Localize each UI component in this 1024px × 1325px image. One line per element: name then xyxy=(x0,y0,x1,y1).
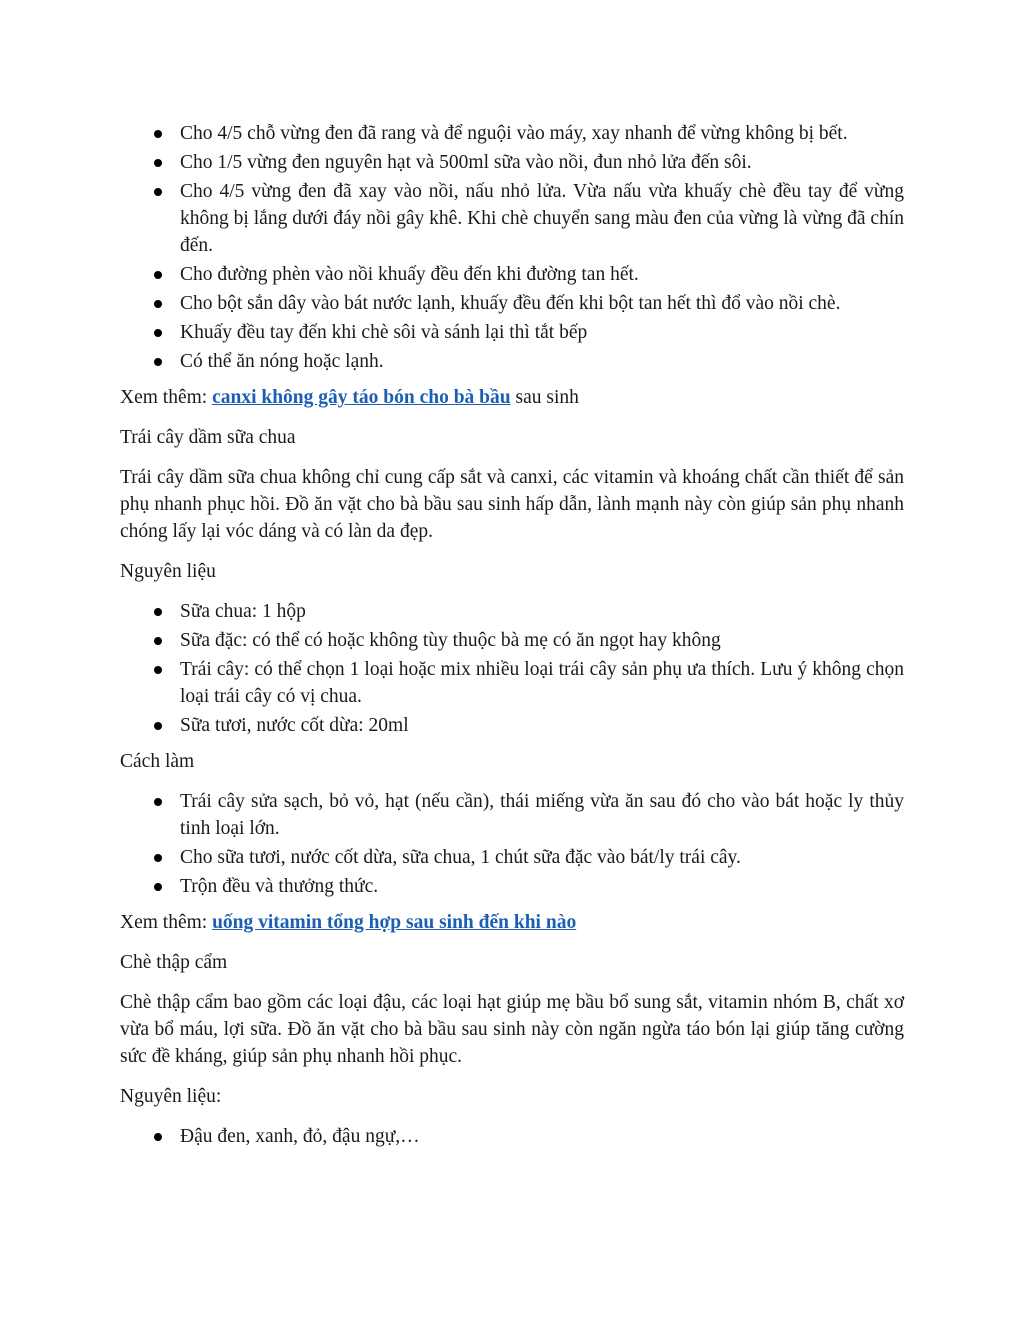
list-item-text: Cho đường phèn vào nồi khuấy đều đến khi đường tan hết. xyxy=(180,264,639,285)
method-label: Cách làm xyxy=(120,751,195,772)
bullet-icon xyxy=(154,722,162,730)
method-list xyxy=(120,788,904,900)
document-page xyxy=(120,120,904,1159)
see-more-suffix: sau sinh xyxy=(510,387,579,408)
section-heading-fruit: Trái cây dầm sữa chua xyxy=(120,427,296,448)
list-item-text: Cho bột sắn dây vào bát nước lạnh, khuấy đều đến khi bột tan hết thì đổ vào nồi chè. xyxy=(180,293,841,314)
list-item-text: Sữa chua: 1 hộp xyxy=(180,601,306,622)
list-item-text: Trái cây: có thể chọn 1 loại hoặc mix nhiều loại trái cây sản phụ ưa thích. Lưu ý không chọn loại trái cây có vị chua. xyxy=(180,659,904,707)
see-more-prefix: Xem thêm: xyxy=(120,387,213,408)
list-item xyxy=(120,149,904,176)
list-item-text: Sữa đặc: có thể có hoặc không tùy thuộc bà mẹ có ăn ngọt hay không xyxy=(180,630,721,651)
list-item-text: Trái cây sửa sạch, bỏ vỏ, hạt (nếu cần), thái miếng vừa ăn sau đó cho vào bát hoặc ly thủy tinh loại lớn. xyxy=(180,791,904,839)
bullet-icon xyxy=(154,854,162,862)
list-item xyxy=(120,873,904,900)
list-item xyxy=(120,844,904,871)
list-item-text: Có thể ăn nóng hoặc lạnh. xyxy=(180,351,384,372)
list-item-text: Cho 1/5 vừng đen nguyên hạt và 500ml sữa vào nồi, đun nhỏ lửa đến sôi. xyxy=(180,152,752,173)
list-item xyxy=(120,178,904,259)
bullet-icon xyxy=(154,329,162,337)
list-item xyxy=(120,598,904,625)
bullet-icon xyxy=(154,130,162,138)
list-item-text: Khuấy đều tay đến khi chè sôi và sánh lại thì tắt bếp xyxy=(180,322,588,343)
list-item-text: Đậu đen, xanh, đỏ, đậu ngự,… xyxy=(180,1126,420,1147)
che-ingredients-label: Nguyên liệu: xyxy=(120,1086,222,1107)
list-item-text: Sữa tươi, nước cốt dừa: 20ml xyxy=(180,715,409,736)
list-item xyxy=(120,656,904,710)
list-item xyxy=(120,788,904,842)
see-more-link-calcium[interactable]: canxi không gây táo bón cho bà bầu xyxy=(212,387,511,408)
list-item-text: Trộn đều và thưởng thức. xyxy=(180,876,379,897)
list-item xyxy=(120,319,904,346)
che-ingredients-list xyxy=(120,1123,904,1150)
list-item xyxy=(120,712,904,739)
section-heading-che: Chè thập cẩm xyxy=(120,952,228,973)
bullet-icon xyxy=(154,271,162,279)
bullet-icon xyxy=(154,798,162,806)
bullet-icon xyxy=(154,608,162,616)
bullet-icon xyxy=(154,666,162,674)
list-item-text: Cho 4/5 chỗ vừng đen đã rang và để nguội vào máy, xay nhanh để vừng không bị bết. xyxy=(180,123,848,144)
bullet-icon xyxy=(154,1133,162,1141)
list-item xyxy=(120,1123,904,1150)
bullet-icon xyxy=(154,883,162,891)
bullet-icon xyxy=(154,358,162,366)
che-intro-paragraph: Chè thập cẩm bao gồm các loại đậu, các loại hạt giúp mẹ bầu bổ sung sắt, vitamin nhóm B, chất xơ vừa bổ máu, lợi sữa. Đồ ăn vặt cho bà bầu sau sinh này còn ngăn ngừa táo bón lại giúp tăng cường sức đề kháng, giúp sản phụ nhanh hồi phục. xyxy=(120,992,904,1067)
ingredients-label: Nguyên liệu xyxy=(120,561,216,582)
bullet-icon xyxy=(154,159,162,167)
list-item xyxy=(120,290,904,317)
recipe-steps-list xyxy=(120,120,904,375)
bullet-icon xyxy=(154,300,162,308)
bullet-icon xyxy=(154,637,162,645)
see-more-paragraph xyxy=(120,384,904,411)
fruit-intro-paragraph: Trái cây dầm sữa chua không chỉ cung cấp sắt và canxi, các vitamin và khoáng chất cần thiết để sản phụ nhanh phục hồi. Đồ ăn vặt cho bà bầu sau sinh hấp dẫn, lành mạnh này còn giúp sản phụ nhanh chóng lấy lại vóc dáng và có làn da đẹp. xyxy=(120,467,904,542)
list-item-text: Cho 4/5 vừng đen đã xay vào nồi, nấu nhỏ lửa. Vừa nấu vừa khuấy chè đều tay để vừng không bị lắng dưới đáy nồi gây khê. Khi chè chuyển sang màu đen của vừng là vừng đã chín đến. xyxy=(180,181,904,256)
ingredients-list xyxy=(120,598,904,739)
list-item xyxy=(120,120,904,147)
list-item xyxy=(120,627,904,654)
list-item xyxy=(120,348,904,375)
list-item xyxy=(120,261,904,288)
bullet-icon xyxy=(154,188,162,196)
see-more-prefix: Xem thêm: xyxy=(120,912,213,933)
see-more-paragraph xyxy=(120,909,904,936)
see-more-link-vitamin[interactable]: uống vitamin tổng hợp sau sinh đến khi nào xyxy=(212,912,577,933)
list-item-text: Cho sữa tươi, nước cốt dừa, sữa chua, 1 chút sữa đặc vào bát/ly trái cây. xyxy=(180,847,741,868)
